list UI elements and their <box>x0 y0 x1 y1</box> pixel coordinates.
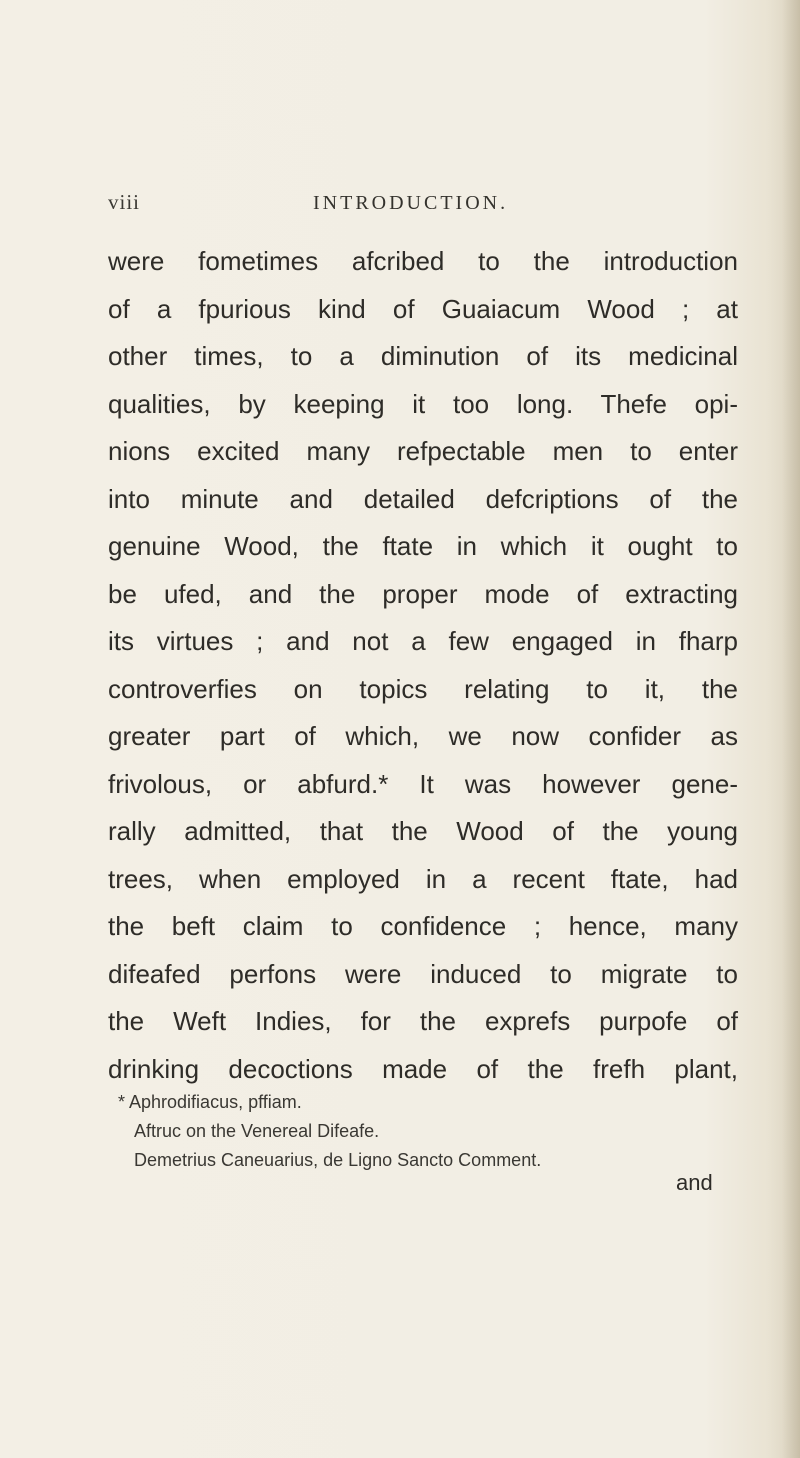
footnotes <box>118 1088 734 1175</box>
text-line: drinking decoctions made of the frefh plant, <box>108 1053 738 1084</box>
text-line: other times, to a diminution of its medicinal <box>108 341 738 371</box>
text-line: greater part of which, we now confider as <box>108 721 738 751</box>
text-line: of a fpurious kind of Guaiacum Wood ; at <box>108 293 738 324</box>
text-line: be ufed, and the proper mode of extracting <box>108 578 738 609</box>
text-line: rally admitted, that the Wood of the young <box>108 816 738 846</box>
page-edge-shadow <box>782 0 800 1458</box>
text-line: its virtues ; and not a few engaged in fharp <box>108 626 738 656</box>
text-line: the Weft Indies, for the exprefs purpofe of <box>108 1006 738 1036</box>
footnote-line: * Aphrodifiacus, pffiam. <box>118 1092 302 1112</box>
text-line: trees, when employed in a recent ftate, had <box>108 863 738 894</box>
footnote-line: Aftruc on the Venereal Difeafe. <box>134 1121 380 1141</box>
catchword: and <box>676 1170 713 1195</box>
running-head-title: INTRODUCTION. <box>313 192 509 214</box>
text-line: controverfies on topics relating to it, the <box>108 673 738 704</box>
text-line: were fometimes afcribed to the introduction <box>108 246 738 276</box>
running-head <box>108 190 728 220</box>
text-line: genuine Wood, the ftate in which it ought to <box>108 531 738 561</box>
page-number: viii <box>108 190 141 214</box>
text-line: qualities, by keeping it too long. Thefe opi- <box>108 388 738 419</box>
text-line: the beft claim to confidence ; hence, many <box>108 911 738 941</box>
text-line: difeafed perfons were induced to migrate to <box>108 958 738 989</box>
footnote-line: Demetrius Caneuarius, de Ligno Sancto Comment. <box>134 1150 542 1170</box>
text-line: nions excited many refpectable men to enter <box>108 436 738 466</box>
text-line: into minute and detailed defcriptions of the <box>108 483 738 514</box>
text-line: frivolous, or abfurd.* It was however gene- <box>108 768 738 799</box>
body-text <box>108 238 738 1093</box>
